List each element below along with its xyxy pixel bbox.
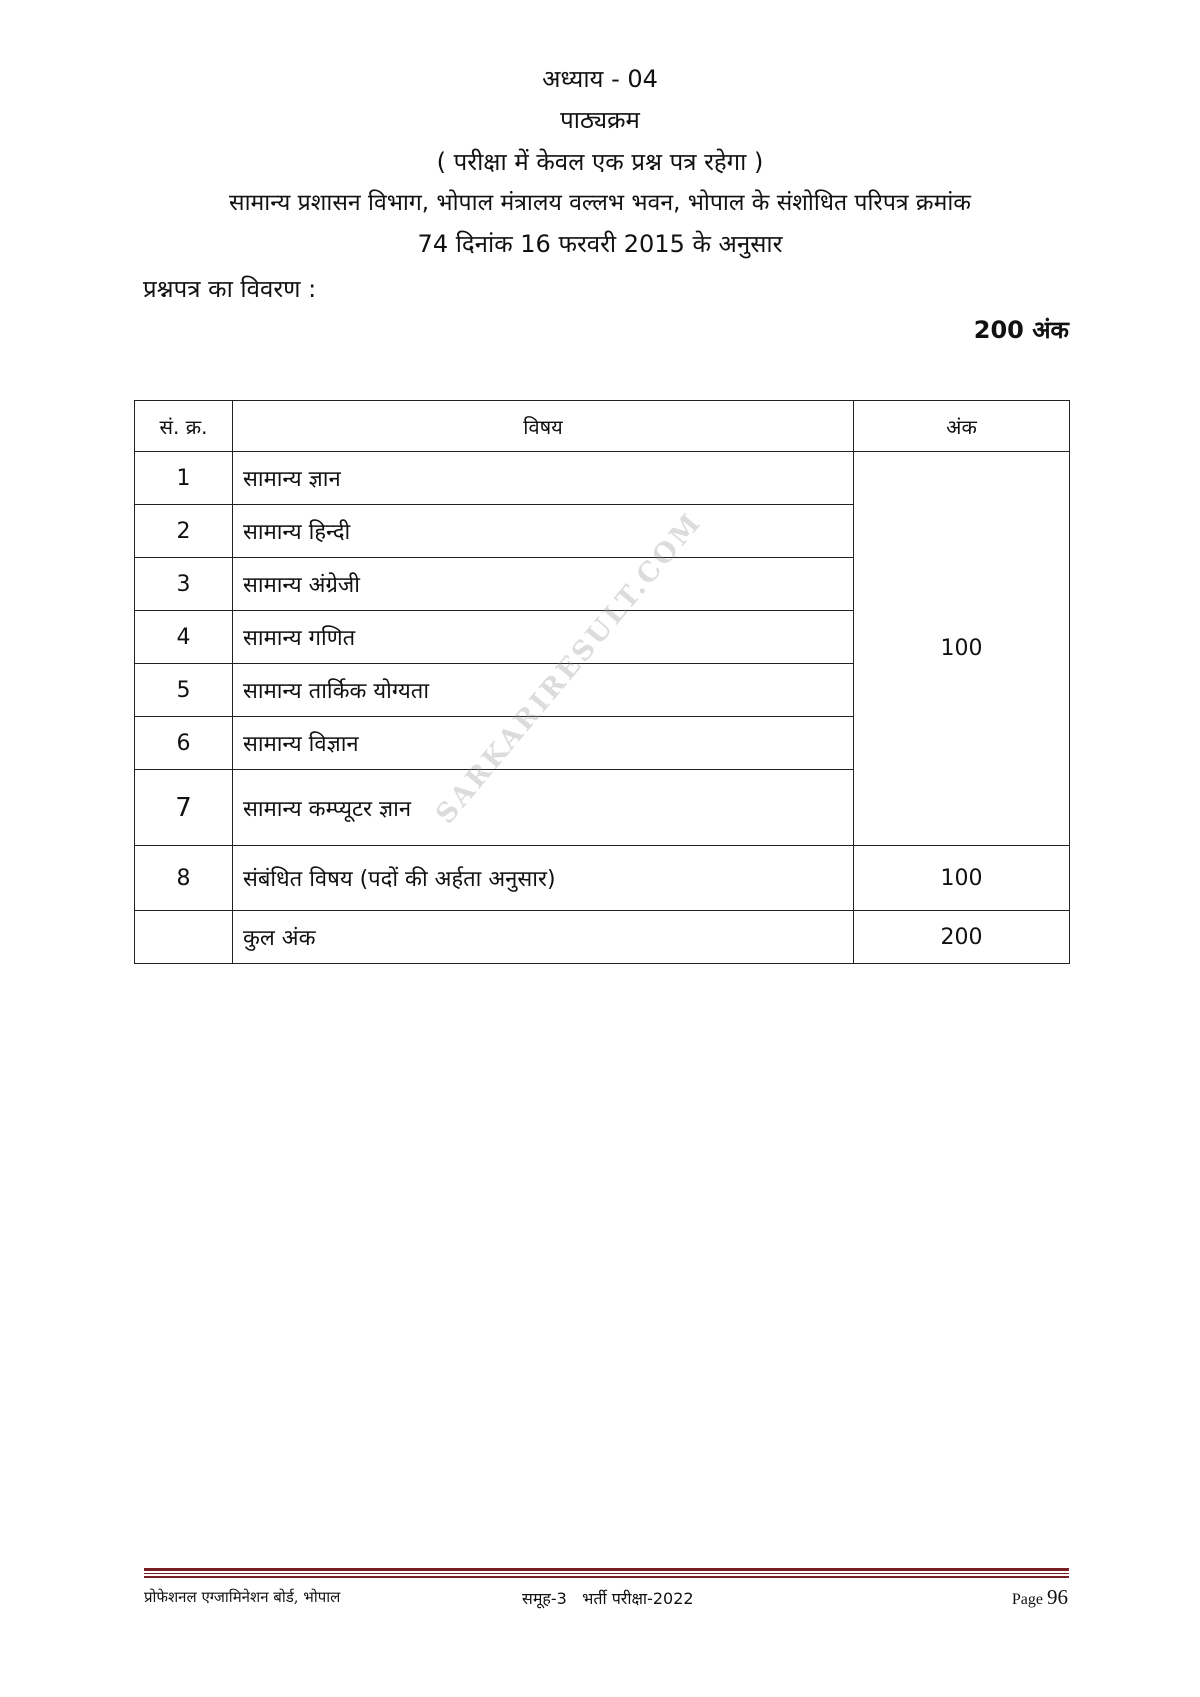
row-subject: सामान्य ज्ञान [233,452,854,505]
total-label: कुल अंक [233,911,854,964]
watermark: SARKARIRESULT.COM [430,506,709,830]
table-row [135,846,1070,911]
circular-line-2: 74 दिनांक 16 फरवरी 2015 के अनुसार [417,230,783,258]
page-label: Page [1011,1591,1043,1608]
row-number: 1 [135,452,233,505]
circular-line-1: सामान्य प्रशासन विभाग, भोपाल मंत्रालय वल्लभ भवन, भोपाल के संशोधित परिपत्र क्रमांक [229,190,971,216]
row-number: 6 [135,717,233,770]
chapter-heading: अध्याय - 04 [542,65,658,93]
exam-note: ( परीक्षा में केवल एक प्रश्न पत्र रहेगा ) [436,148,764,176]
row-number: 7 [135,770,233,846]
total-marks-label: 200 अंक [973,316,1069,344]
table-row [135,452,1070,505]
header-marks: अंक [854,401,1070,452]
table-total-row [135,911,1070,964]
total-value: 200 [854,911,1070,964]
footer-board-name: प्रोफेशनल एग्जामिनेशन बोर्ड, भोपाल [144,1588,341,1606]
marks-table [134,400,1070,964]
footer-divider [144,1573,1069,1574]
row-subject: सामान्य कम्प्यूटर ज्ञान [233,770,854,846]
total-row-number [135,911,233,964]
footer-divider [144,1576,1069,1578]
row-number: 5 [135,664,233,717]
syllabus-heading: पाठ्यक्रम [560,106,640,134]
footer-page-number [1012,1585,1068,1610]
row-subject: सामान्य विज्ञान [233,717,854,770]
header-subject: विषय [233,401,854,452]
paper-details-label: प्रश्नपत्र का विवरण : [143,275,317,303]
row-subject: सामान्य अंग्रेजी [233,558,854,611]
row-number: 4 [135,611,233,664]
row-subject: संबंधित विषय (पदों की अर्हता अनुसार) [233,846,854,911]
header-serial: सं. क्र. [135,401,233,452]
row-subject: सामान्य तार्किक योग्यता [233,664,854,717]
row-number: 8 [135,846,233,911]
page-number: 96 [1047,1585,1068,1609]
row-number: 2 [135,505,233,558]
row-number: 3 [135,558,233,611]
row-subject: सामान्य हिन्दी [233,505,854,558]
row-subject: सामान्य गणित [233,611,854,664]
group-marks: 100 [854,452,1070,846]
row-marks: 100 [854,846,1070,911]
footer-divider [144,1568,1069,1571]
footer-exam-name: समूह-3 भर्ती परीक्षा-2022 [522,1589,694,1608]
table-header-row [135,401,1070,452]
